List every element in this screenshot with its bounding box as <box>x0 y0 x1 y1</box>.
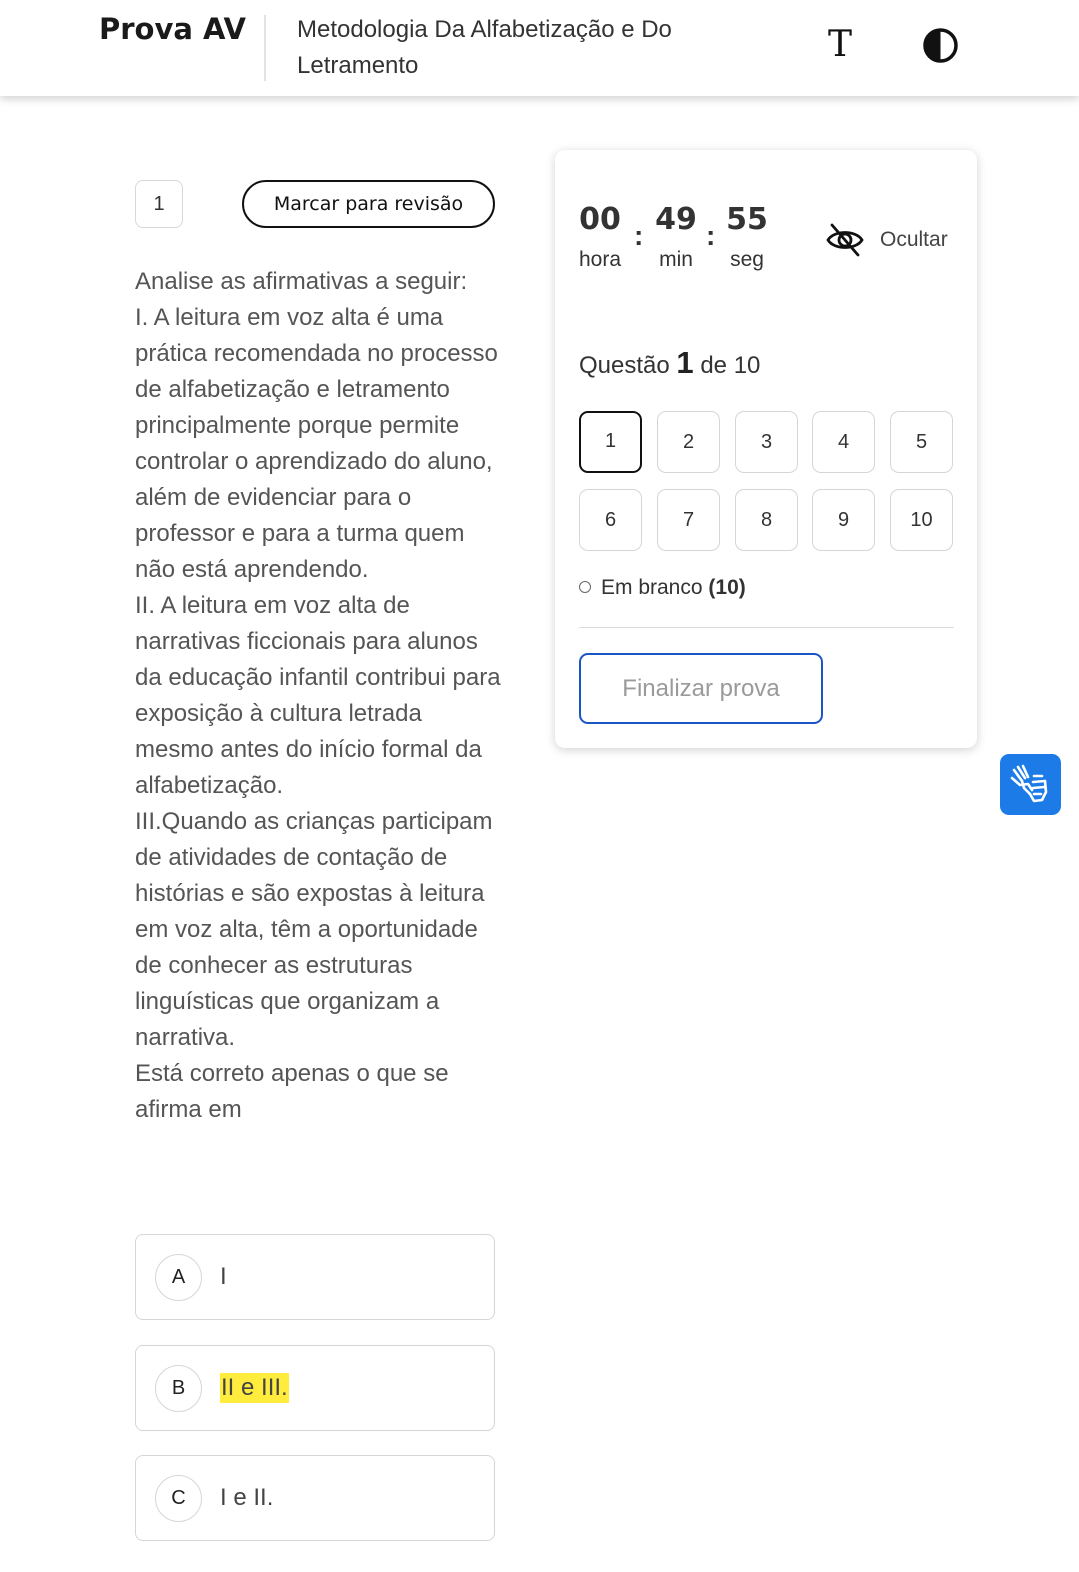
question-counter-prefix: Questão <box>579 352 670 379</box>
question-nav-10[interactable]: 10 <box>890 489 953 551</box>
option-letter: B <box>155 1365 202 1412</box>
question-counter-current: 1 <box>676 345 694 380</box>
question-nav-4[interactable]: 4 <box>812 411 875 473</box>
timer-separator: : <box>706 220 716 251</box>
timer-minutes-label: min <box>659 248 693 271</box>
option-text-highlighted: II e III. <box>221 1374 288 1401</box>
option-text: I <box>220 1263 227 1290</box>
timer-minutes <box>649 202 703 274</box>
question-nav-9[interactable]: 9 <box>812 489 875 551</box>
option-letter: A <box>155 1254 202 1301</box>
blank-legend <box>579 573 746 603</box>
question-number: 1 <box>135 180 183 228</box>
question-statement <box>135 264 507 1128</box>
panel-divider <box>579 627 954 628</box>
question-nav-5[interactable]: 5 <box>890 411 953 473</box>
statement-item-1: I. A leitura em voz alta é uma prática recomendada no processo de alfabetização e letramento principalmente porque permite controlar o aprendizado do aluno, além de evidenciar para o professor e para a turma quem não está aprendendo. <box>135 304 498 583</box>
hide-timer-button[interactable] <box>825 220 965 260</box>
question-counter-suffix: de 10 <box>700 352 761 379</box>
timer-hours-label: hora <box>578 248 622 271</box>
statement-item-3: III.Quando as crianças participam de atividades de contação de histórias e são expostas à leitura em voz alta, têm a oportunidade de conhecer as estruturas linguísticas que organizam a narrativa. <box>135 808 493 1051</box>
blank-legend-label: Em branco <box>601 576 703 599</box>
question-nav-1[interactable]: 1 <box>579 411 642 473</box>
blank-dot-icon <box>579 581 591 593</box>
top-header <box>0 0 1079 96</box>
question-counter <box>579 346 760 383</box>
eye-off-icon <box>825 220 865 260</box>
statement-intro: Analise as afirmativas a seguir: <box>135 268 468 295</box>
question-nav-8[interactable]: 8 <box>735 489 798 551</box>
contrast-icon[interactable] <box>922 27 959 64</box>
option-letter: C <box>155 1475 202 1522</box>
exam-side-panel <box>555 150 977 748</box>
header-divider <box>264 15 266 81</box>
option-b[interactable] <box>135 1345 495 1431</box>
option-c[interactable] <box>135 1455 495 1541</box>
timer-hours-value: 00 <box>579 202 621 237</box>
timer-separator: : <box>634 220 644 251</box>
statement-prompt: Está correto apenas o que se afirma em <box>135 1060 449 1123</box>
question-nav-6[interactable]: 6 <box>579 489 642 551</box>
timer-seconds-value: 55 <box>726 202 768 237</box>
question-nav-7[interactable]: 7 <box>657 489 720 551</box>
sign-language-icon[interactable] <box>1000 754 1061 815</box>
option-a[interactable] <box>135 1234 495 1320</box>
brand-title: Prova AV <box>99 12 246 46</box>
blank-legend-count: (10) <box>708 576 746 599</box>
font-size-icon[interactable]: T <box>827 24 852 65</box>
course-title: Metodologia Da Alfabetização e Do Letramento <box>297 16 672 79</box>
mark-review-button[interactable]: Marcar para revisão <box>242 180 495 228</box>
finish-exam-button[interactable]: Finalizar prova <box>579 653 823 724</box>
hide-timer-label: Ocultar <box>880 228 948 251</box>
option-text: I e II. <box>220 1484 274 1511</box>
timer-seconds-label: seg <box>730 248 764 271</box>
statement-item-2: II. A leitura em voz alta de narrativas ficcionais para alunos da educação infantil contribui para exposição à cultura letrada mesmo antes do início formal da alfabetização. <box>135 592 501 799</box>
question-nav-3[interactable]: 3 <box>735 411 798 473</box>
timer-minutes-value: 49 <box>655 202 697 237</box>
timer-seconds <box>720 202 774 274</box>
timer-hours <box>573 202 627 274</box>
question-nav-2[interactable]: 2 <box>657 411 720 473</box>
